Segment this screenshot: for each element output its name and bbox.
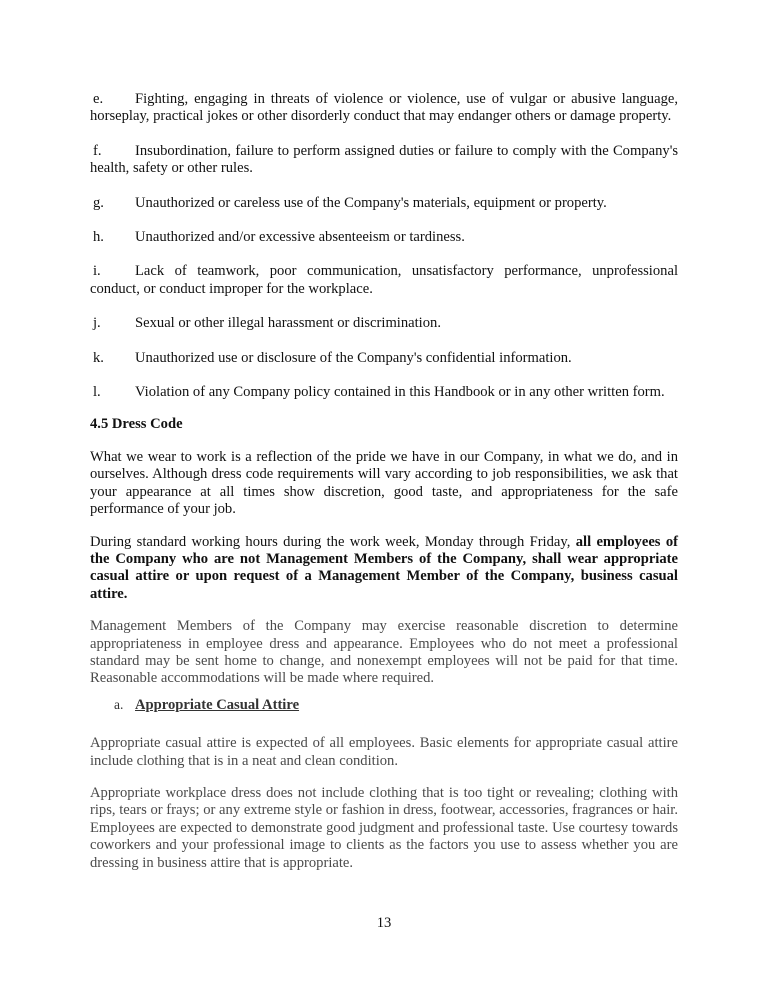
handbook-page: [90, 91, 678, 872]
item-text: Unauthorized and/or excessive absenteeism or tardiness.: [135, 229, 465, 246]
misconduct-item-j: [90, 315, 678, 332]
item-text: Unauthorized use or disclosure of the Company's confidential information.: [135, 349, 572, 366]
dress-code-intro: What we wear to work is a reflection of the pride we have in our Company, in what we do, and in ourselves. Although dress code requirements will vary according to job responsibilities, we ask that your appearance at all times show discretion, good taste, and appropriateness for the safe performance of your job.: [90, 448, 678, 518]
item-letter: g.: [93, 194, 104, 211]
misconduct-item-e: [90, 91, 678, 126]
misconduct-item-f: [90, 143, 678, 178]
item-text: Lack of teamwork, poor communication, unsatisfactory performance, unprofessional conduct, or conduct improper for the workplace.: [90, 263, 678, 297]
item-letter: k.: [93, 349, 104, 366]
page-number: 13: [376, 915, 392, 931]
item-letter: e.: [93, 91, 104, 107]
working-hours-paragraph: [90, 534, 678, 604]
item-text: Sexual or other illegal harassment or discrimination.: [135, 315, 441, 332]
subsection-heading-casual-attire: [90, 696, 678, 714]
section-heading-dress-code: 4.5 Dress Code: [90, 416, 183, 433]
casual-attire-paragraph-2: Appropriate workplace dress does not include clothing that is too tight or revealing; clothing with rips, tears or frays; or any extreme style or fashion in dress, footwear, accessories, fragrances or hair. Employees are expected to demonstrate good judgment and professional taste. Use courtesy towards coworkers and your professional image to clients as the factors you use to assess whether you are dressing in business attire that is appropriate.: [90, 784, 678, 871]
item-letter: i.: [93, 263, 101, 280]
misconduct-item-l: [90, 384, 678, 401]
working-hours-requirement: all employees of the Company who are not Management Members of the Company, shall wear appropriate casual attire or upon request of a Management Member of the Company, business casual attire.: [90, 533, 678, 602]
item-text: Insubordination, failure to perform assigned duties or failure to comply with the Company's health, safety or other rules.: [90, 142, 678, 177]
misconduct-item-i: [90, 263, 678, 298]
item-letter: l.: [93, 384, 101, 401]
item-letter: h.: [93, 229, 104, 246]
working-hours-lead: During standard working hours during the work week, Monday through Friday,: [90, 533, 576, 550]
item-text: Unauthorized or careless use of the Company's materials, equipment or property.: [135, 194, 607, 211]
management-discretion-paragraph: Management Members of the Company may exercise reasonable discretion to determine appropriateness in employee dress and appearance. Employees who do not meet a professional standard may be sent home to change, and nonexempt employees will not be paid for that time. Reasonable accommodations will be made where required.: [90, 618, 678, 687]
item-text: Violation of any Company policy contained in this Handbook or in any other written form.: [135, 384, 665, 401]
subsection-title: Appropriate Casual Attire: [135, 696, 300, 713]
misconduct-item-g: [90, 195, 678, 212]
subsection-letter: a.: [114, 696, 124, 712]
item-letter: f.: [93, 142, 102, 159]
item-text: Fighting, engaging in threats of violence or violence, use of vulgar or abusive language, horseplay, practical jokes or other disorderly conduct that may endanger others or damage property.: [90, 91, 678, 125]
misconduct-item-h: [90, 229, 678, 246]
item-letter: j.: [93, 315, 101, 332]
misconduct-item-k: [90, 350, 678, 367]
casual-attire-paragraph-1: Appropriate casual attire is expected of all employees. Basic elements for appropriate casual attire include clothing that is in a neat and clean condition.: [90, 735, 678, 769]
